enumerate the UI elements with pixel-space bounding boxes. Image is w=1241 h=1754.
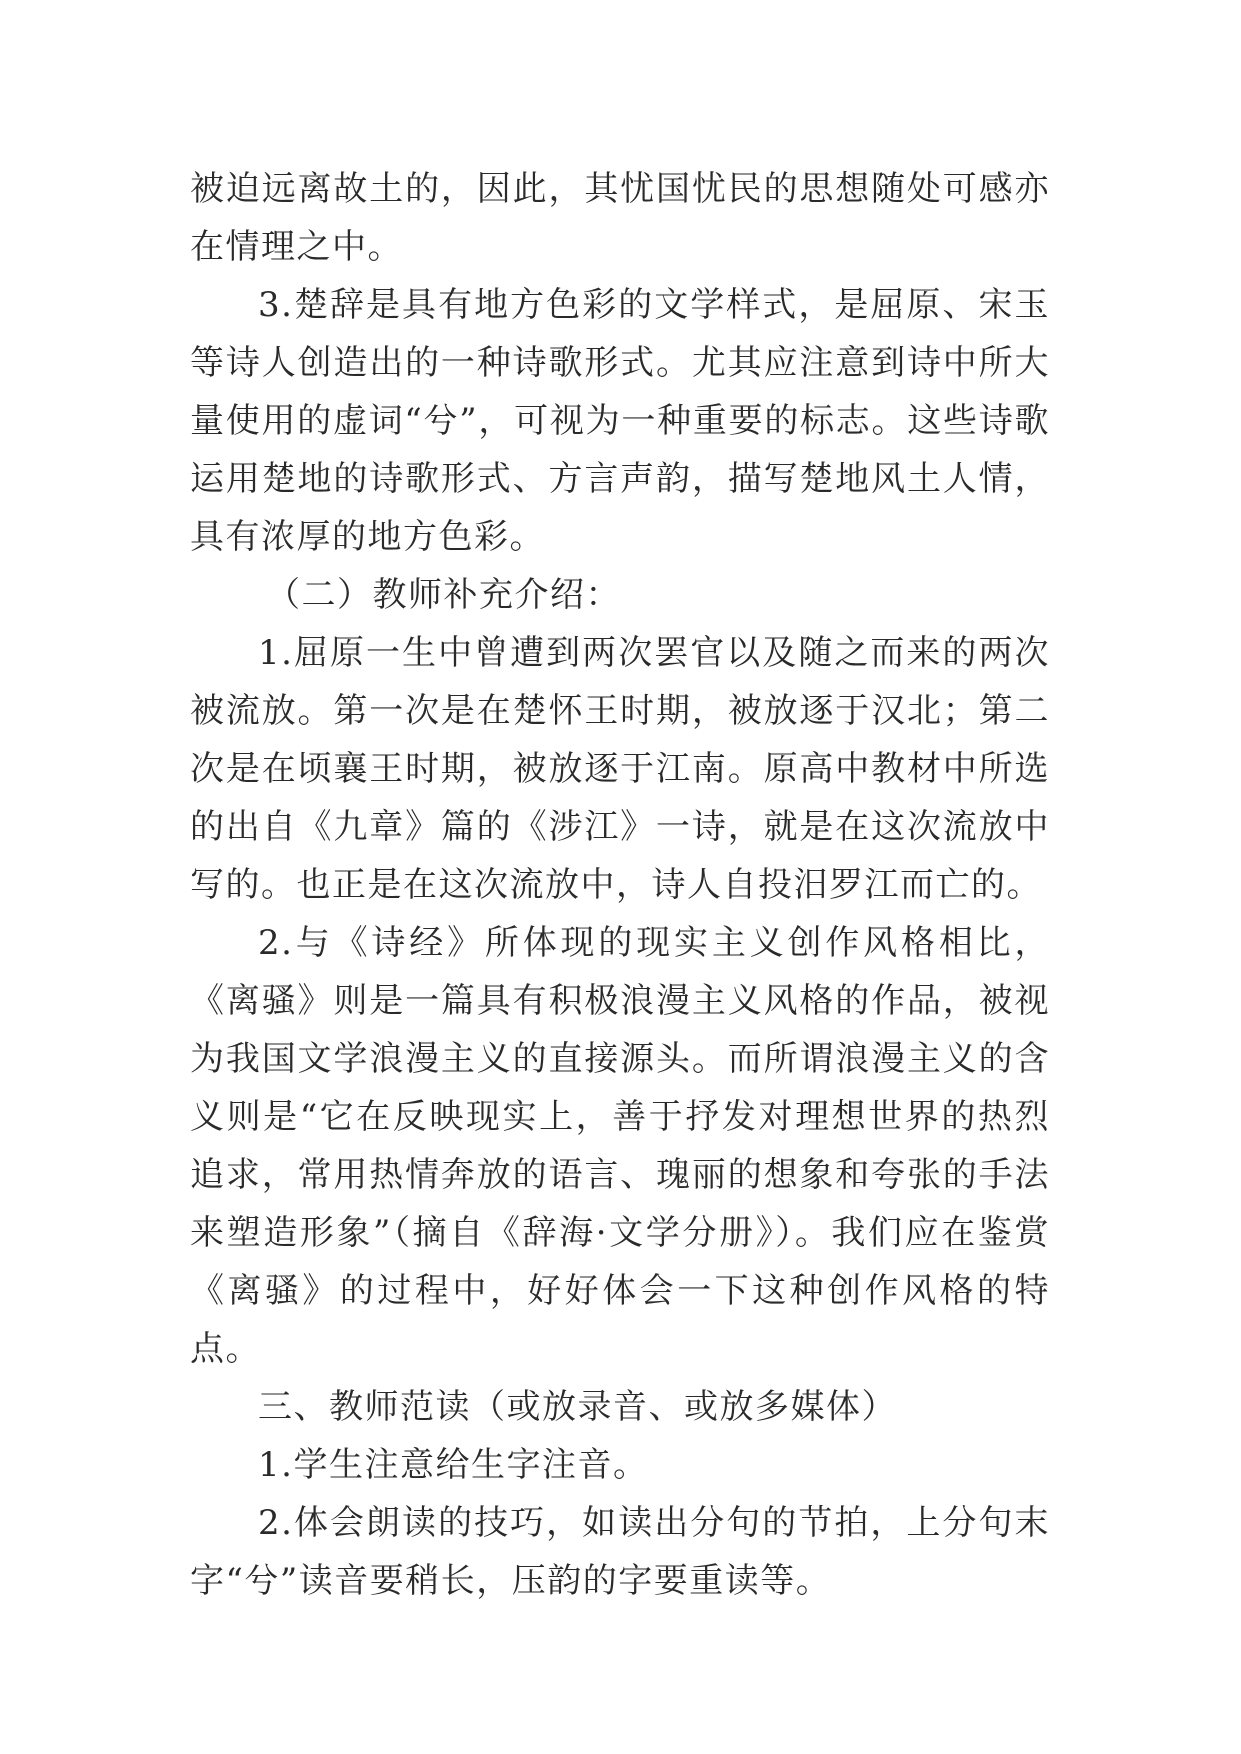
paragraph-reading-point-2: 2.体会朗读的技巧，如读出分句的节拍，上分句末字“兮”读音要稍长，压韵的字要重读等。 [190,1503,1050,1601]
section-heading-teacher-intro: （二）教师补充介绍： [266,575,621,615]
paragraph-quyuan-point-1: 1.屈原一生中曾遭到两次罢官以及随之而来的两次被流放。第一次是在楚怀王时期，被放逐于汉北；第二次是在顷襄王时期，被放逐于江南。原高中教材中所选的出自《九章》篇的《涉江》一诗，就是在这次流放中写的。也正是在这次流放中，诗人自投汨罗江而亡的。 [190,633,1050,905]
paragraph-chuci-point-3: 3.楚辞是具有地方色彩的文学样式，是屈原、宋玉等诗人创造出的一种诗歌形式。尤其应注意到诗中所大量使用的虚词“兮”，可视为一种重要的标志。这些诗歌运用楚地的诗歌形式、方言声韵，描写楚地风土人情，具有浓厚的地方色彩。 [190,285,1050,557]
paragraph-reading-point-1: 1.学生注意给生字注音。 [258,1445,649,1485]
section-heading-teacher-reading: 三、教师范读（或放录音、或放多媒体） [258,1387,897,1427]
paragraph-continuation: 被迫远离故土的，因此，其忧国忧民的思想随处可感亦在情理之中。 [190,169,1050,267]
paragraph-lisao-point-2: 2.与《诗经》所体现的现实主义创作风格相比，《离骚》则是一篇具有积极浪漫主义风格的作品，被视为我国文学浪漫主义的直接源头。而所谓浪漫主义的含义则是“它在反映现实上，善于抒发对理想世界的热烈追求，常用热情奔放的语言、瑰丽的想象和夸张的手法来塑造形象”（摘自《辞海·文学分册》）。我们应在鉴赏《离骚》的过程中，好好体会一下这种创作风格的特点。 [190,923,1050,1369]
document-body [190,160,1050,1610]
